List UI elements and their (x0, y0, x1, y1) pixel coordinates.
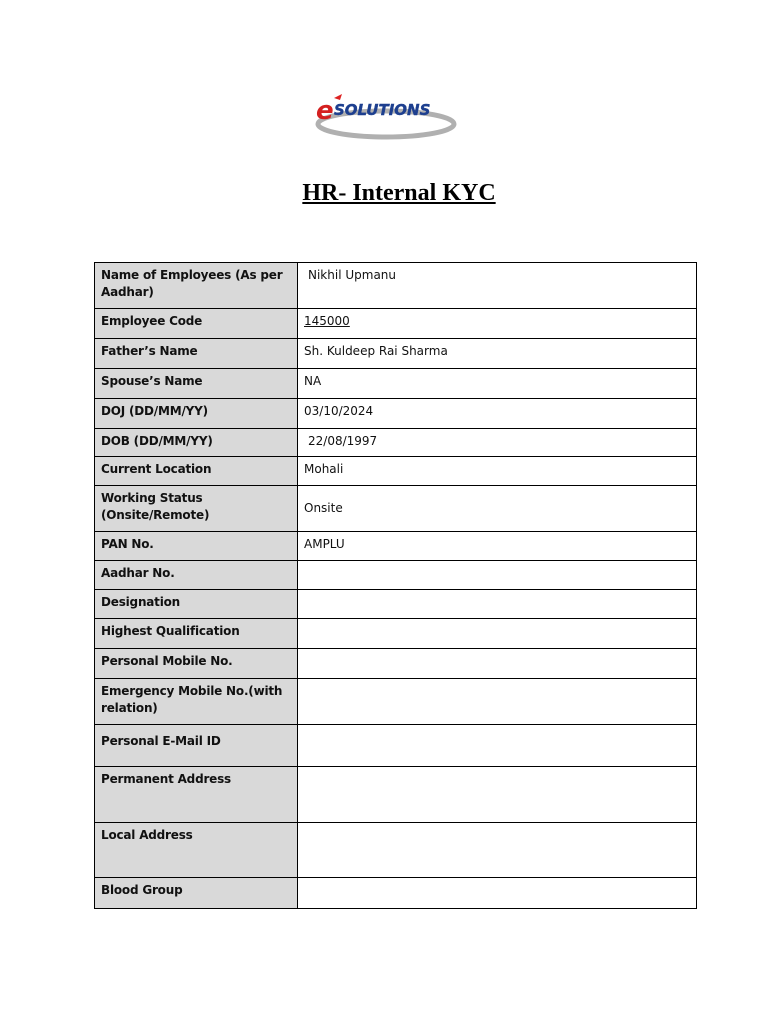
table-row (95, 429, 697, 457)
row-label: Father’s Name (95, 339, 298, 369)
row-label: Aadhar No. (95, 561, 298, 590)
table-row (95, 878, 697, 909)
dob-field[interactable] (298, 429, 697, 457)
table-row (95, 561, 697, 590)
doj-field[interactable]: 03/10/2024 (298, 399, 697, 429)
table-row (95, 590, 697, 619)
email-field[interactable] (298, 725, 697, 767)
table-row (95, 309, 697, 339)
svg-text:e: e (316, 96, 334, 126)
company-logo (312, 86, 460, 146)
row-label: Name of Employees (As per Aadhar) (95, 263, 298, 309)
page-title: HR- Internal KYC (302, 180, 496, 206)
row-label: Current Location (95, 457, 298, 486)
table-row (95, 399, 697, 429)
row-value: Nikhil Upmanu (308, 268, 397, 282)
qualification-field[interactable] (298, 619, 697, 649)
row-label: Permanent Address (95, 767, 298, 823)
table-row (95, 823, 697, 878)
aadhar-field[interactable] (298, 561, 697, 590)
row-label: DOJ (DD/MM/YY) (95, 399, 298, 429)
kyc-table (94, 262, 697, 909)
table-row (95, 619, 697, 649)
row-label: Emergency Mobile No.(with relation) (95, 679, 298, 725)
table-row (95, 532, 697, 561)
blood-group-field[interactable] (298, 878, 697, 909)
table-row (95, 767, 697, 823)
employee-code-field[interactable] (298, 309, 697, 339)
table-row (95, 486, 697, 532)
table-row (95, 679, 697, 725)
emergency-mobile-field[interactable] (298, 679, 697, 725)
table-row (95, 339, 697, 369)
row-label: Personal E-Mail ID (95, 725, 298, 767)
row-label: Designation (95, 590, 298, 619)
row-label: Local Address (95, 823, 298, 878)
name-field[interactable] (298, 263, 697, 309)
table-row (95, 369, 697, 399)
table-row (95, 457, 697, 486)
row-label: Highest Qualification (95, 619, 298, 649)
permanent-address-field[interactable] (298, 767, 697, 823)
table-row (95, 649, 697, 679)
table-row (95, 725, 697, 767)
spouse-name-field[interactable]: NA (298, 369, 697, 399)
working-status-field[interactable]: Onsite (298, 486, 697, 532)
row-label: Employee Code (95, 309, 298, 339)
father-name-field[interactable]: Sh. Kuldeep Rai Sharma (298, 339, 697, 369)
row-value: 22/08/1997 (308, 434, 378, 448)
local-address-field[interactable] (298, 823, 697, 878)
pan-field[interactable]: AMPLU (298, 532, 697, 561)
current-location-field[interactable]: Mohali (298, 457, 697, 486)
row-label: Spouse’s Name (95, 369, 298, 399)
row-label: DOB (DD/MM/YY) (95, 429, 298, 457)
row-label: Blood Group (95, 878, 298, 909)
row-value: 145000 (304, 314, 350, 328)
row-label: Working Status (Onsite/Remote) (95, 486, 298, 532)
personal-mobile-field[interactable] (298, 649, 697, 679)
designation-field[interactable] (298, 590, 697, 619)
row-label: Personal Mobile No. (95, 649, 298, 679)
table-row (95, 263, 697, 309)
svg-text:SOLUTIONS: SOLUTIONS (334, 101, 431, 119)
row-label: PAN No. (95, 532, 298, 561)
